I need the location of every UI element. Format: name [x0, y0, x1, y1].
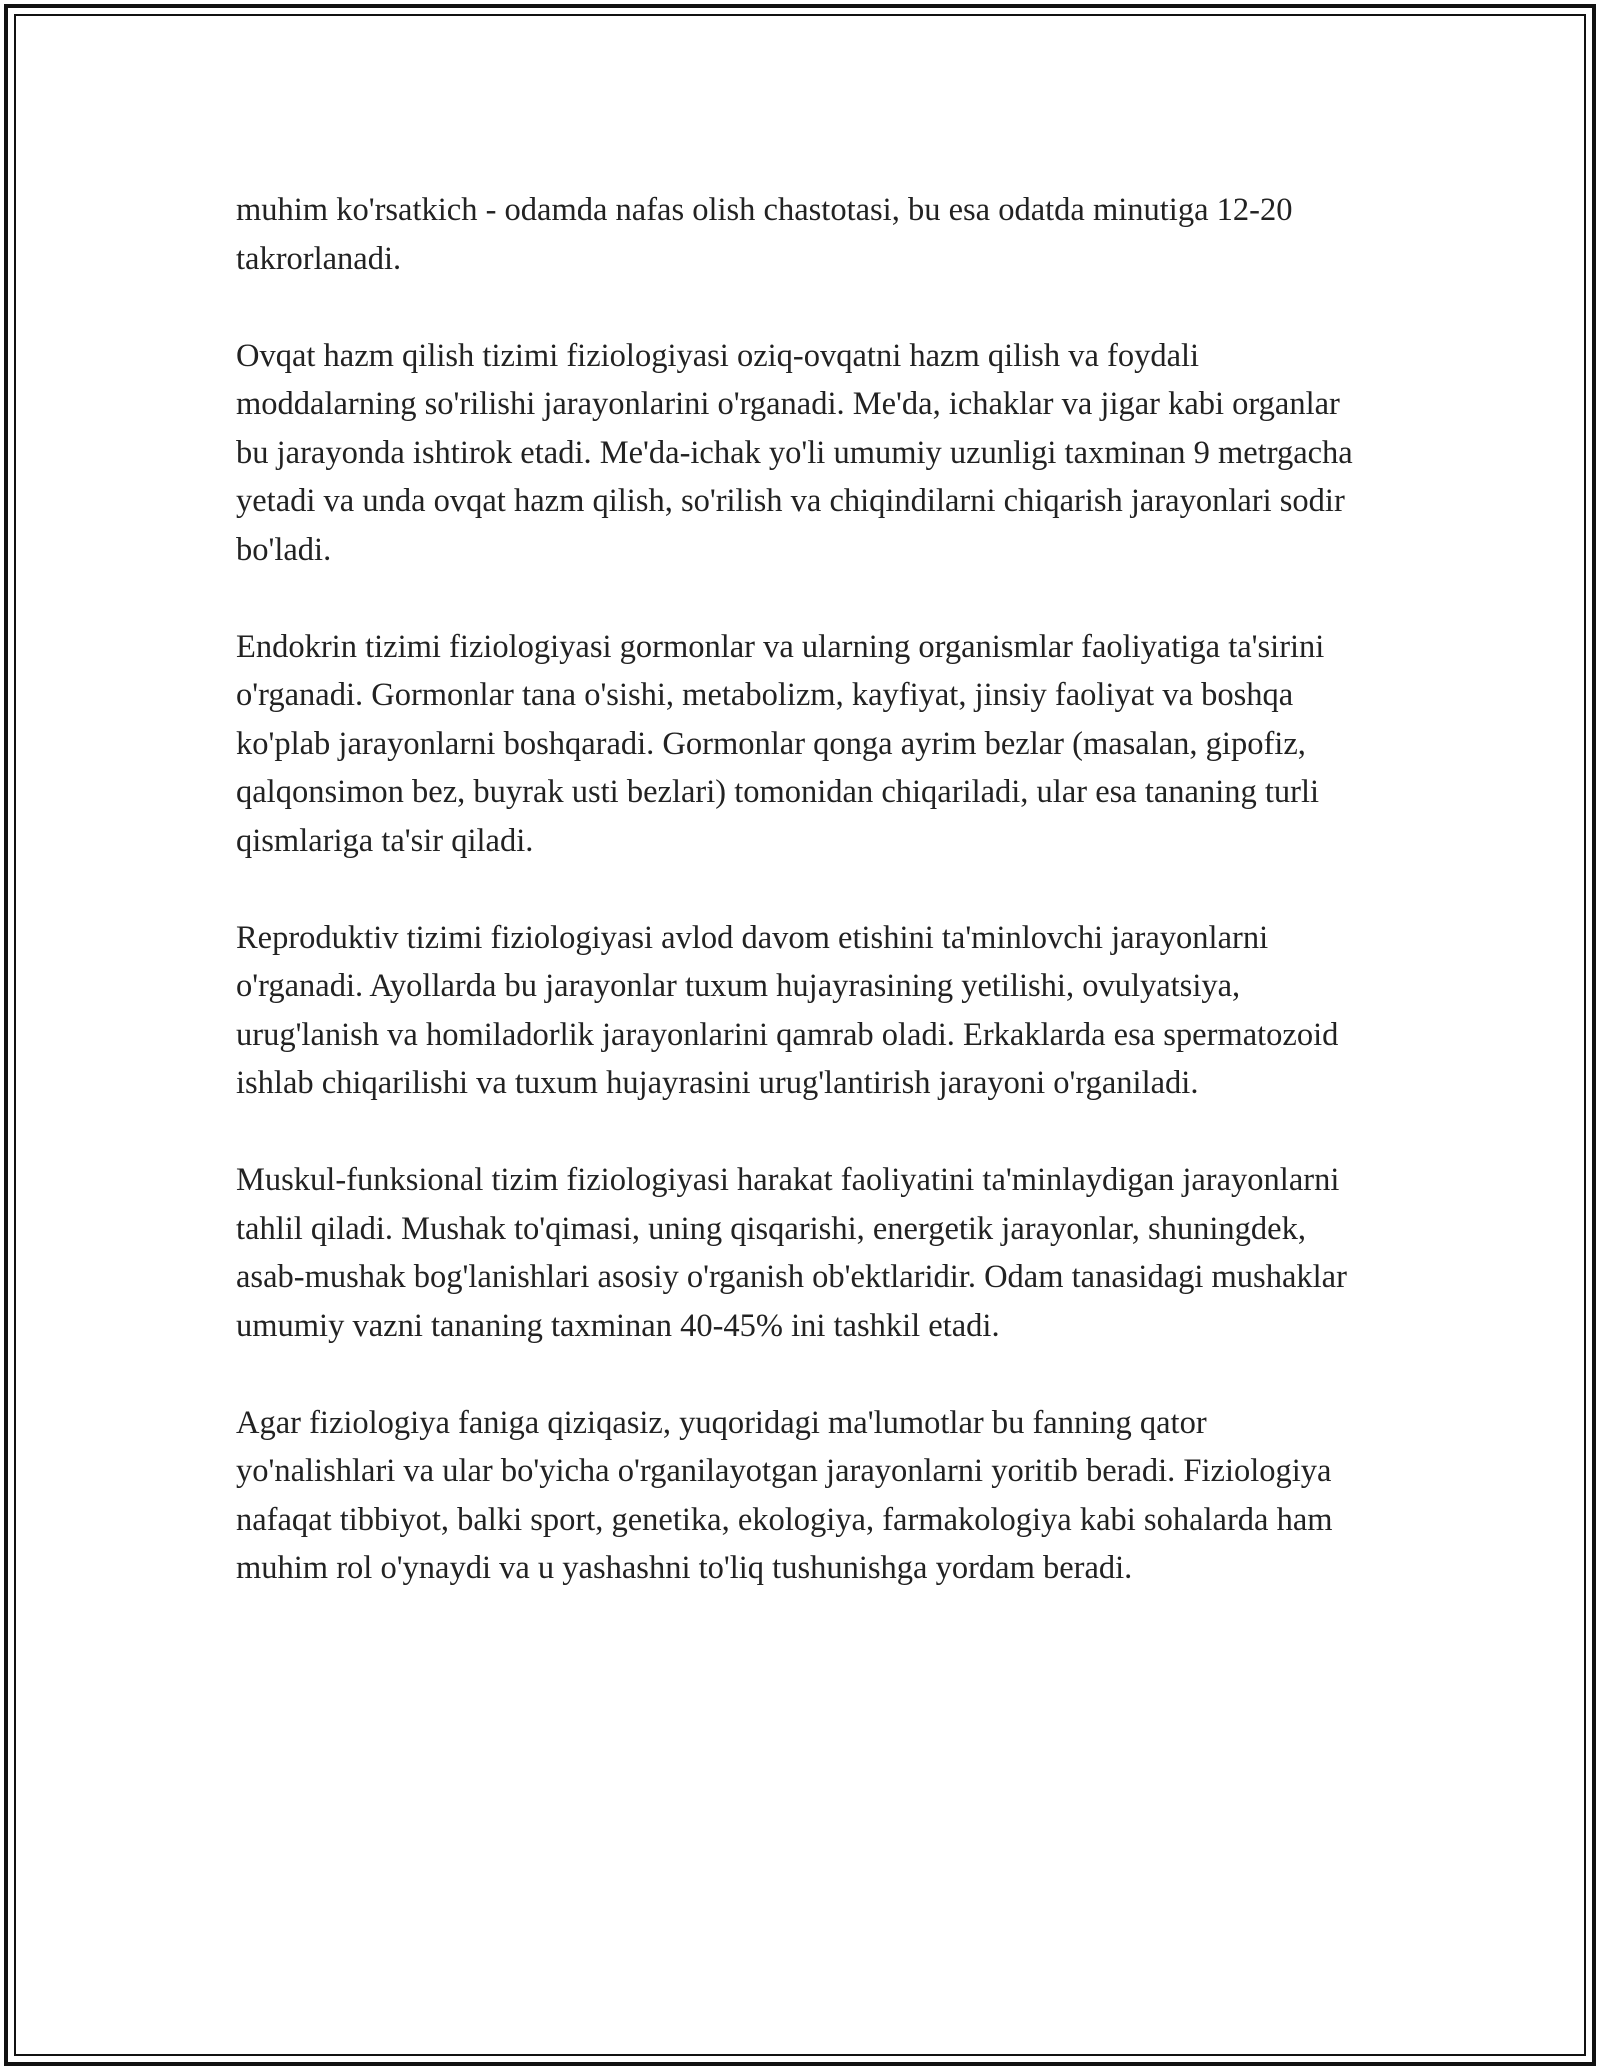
paragraph-reproductive-system: Reproduktiv tizimi fiziologiyasi avlod davom etishini ta'minlovchi jarayonlarni o'rganadi. Ayollarda bu jarayonlar tuxum hujayrasining yetilishi, ovulyatsiya, urug'lanish va homiladorlik jarayonlarini qamrab oladi. Erkaklarda esa spermatozoid ishlab chiqarilishi va tuxum hujayrasini urug'lantirish jarayoni o'rganiladi.: [236, 919, 1339, 1101]
document-body: [236, 186, 1366, 1593]
paragraph-conclusion: Agar fiziologiya faniga qiziqasiz, yuqoridagi ma'lumotlar bu fanning qator yo'nalishlari va ular bo'yicha o'rganilayotgan jarayonlarni yoritib beradi. Fiziologiya nafaqat tibbiyot, balki sport, genetika, ekologiya, farmakologiya kabi sohalarda ham muhim rol o'ynaydi va u yashashni to'liq tushunishga yordam beradi.: [236, 1404, 1333, 1586]
paragraph-respiratory-continuation: muhim ko'rsatkich - odamda nafas olish chastotasi, bu esa odatda minutiga 12-20 takrorlanadi.: [236, 192, 1293, 277]
paragraph-digestive-system: Ovqat hazm qilish tizimi fiziologiyasi oziq-ovqatni hazm qilish va foydali moddalarning so'rilishi jarayonlarini o'rganadi. Me'da, ichaklar va jigar kabi organlar bu jarayonda ishtirok etadi. Me'da-ichak yo'li umumiy uzunligi taxminan 9 metrgacha yetadi va unda ovqat hazm qilish, so'rilish va chiqindilarni chiqarish jarayonlari sodir bo'ladi.: [236, 337, 1353, 568]
paragraph-musculoskeletal-system: Muskul-funksional tizim fiziologiyasi harakat faoliyatini ta'minlaydigan jarayonlarni tahlil qiladi. Mushak to'qimasi, uning qisqarishi, energetik jarayonlar, shuningdek, asab-mushak bog'lanishlari asosiy o'rganish ob'ektlaridir. Odam tanasidagi mushaklar umumiy vazni tananing taxminan 40-45% ini tashkil etadi.: [236, 1162, 1347, 1344]
paragraph-endocrine-system: Endokrin tizimi fiziologiyasi gormonlar va ularning organismlar faoliyatiga ta'sirini o'rganadi. Gormonlar tana o'sishi, metabolizm, kayfiyat, jinsiy faoliyat va boshqa ko'plab jarayonlarni boshqaradi. Gormonlar qonga ayrim bezlar (masalan, gipofiz, qalqonsimon bez, buyrak usti bezlari) tomonidan chiqariladi, ular esa tananing turli qismlariga ta'sir qiladi.: [236, 628, 1325, 859]
